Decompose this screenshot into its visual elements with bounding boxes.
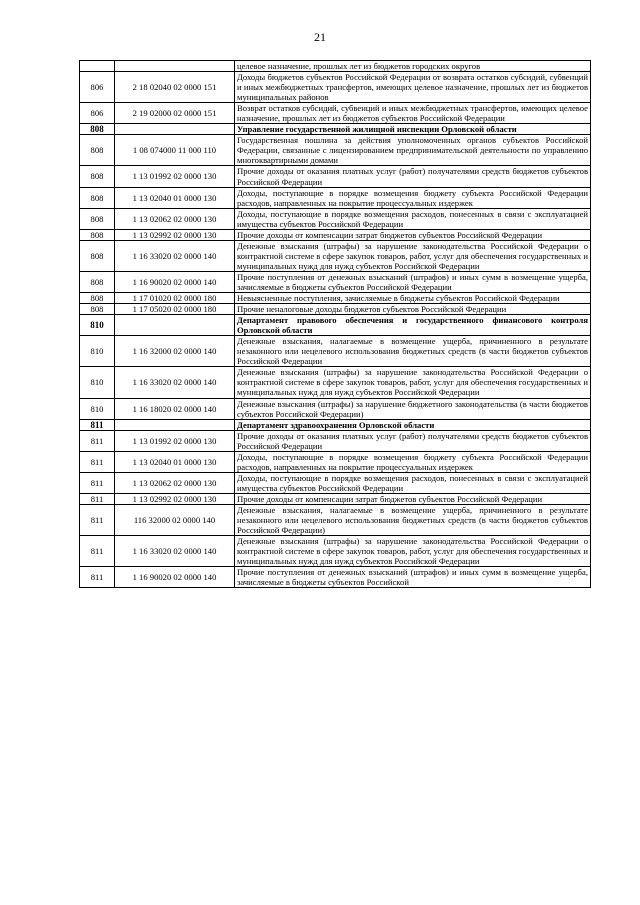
revenue-name-cell: Прочие доходы от компенсации затрат бюджетов субъектов Российской Федерации xyxy=(235,493,591,504)
admin-code-cell: 810 xyxy=(80,336,115,367)
revenue-classification-table xyxy=(79,60,591,588)
revenue-code-cell xyxy=(115,61,235,72)
revenue-code-cell: 1 16 90020 02 0000 140 xyxy=(115,271,235,292)
admin-code-cell: 806 xyxy=(80,72,115,103)
revenue-code-cell: 1 13 01992 02 0000 130 xyxy=(115,430,235,451)
page-number: 21 xyxy=(314,30,326,44)
revenue-name-cell: Денежные взыскания (штрафы) за нарушение законодательства Российской Федерации о контрактной системе в сфере закупок товаров, работ, услуг для обеспечения государственных и муниципальных нужд для нужд субъектов Российской Федерации xyxy=(235,240,591,271)
admin-code-cell: 808 xyxy=(80,229,115,240)
revenue-name-cell: Доходы, поступающие в порядке возмещения бюджету субъекта Российской Федерации расходов, направленных на покрытие процессуальных издержек xyxy=(235,187,591,208)
revenue-code-cell: 2 18 02040 02 0000 151 xyxy=(115,72,235,103)
revenue-code-cell: 1 13 02992 02 0000 130 xyxy=(115,229,235,240)
table-row xyxy=(80,536,591,567)
admin-code-cell: 811 xyxy=(80,567,115,588)
admin-code-cell: 808 xyxy=(80,166,115,187)
revenue-name-cell: Денежные взыскания (штрафы) за нарушение бюджетного законодательства (в части бюджетов субъектов Российской Федерации) xyxy=(235,398,591,419)
revenue-name-cell: целевое назначение, прошлых лет из бюджетов городских округов xyxy=(235,61,591,72)
revenue-name-cell: Прочие доходы от компенсации затрат бюджетов субъектов Российской Федерации xyxy=(235,229,591,240)
revenue-code-cell: 1 17 01020 02 0000 180 xyxy=(115,293,235,304)
admin-code-cell: 808 xyxy=(80,208,115,229)
revenue-code-cell xyxy=(115,124,235,135)
revenue-code-cell: 1 16 90020 02 0000 140 xyxy=(115,567,235,588)
admin-code-cell: 810 xyxy=(80,398,115,419)
table-row xyxy=(80,166,591,187)
admin-code-cell: 811 xyxy=(80,493,115,504)
revenue-code-cell: 1 17 05020 02 0000 180 xyxy=(115,304,235,315)
revenue-code-cell: 1 13 02040 01 0000 130 xyxy=(115,451,235,472)
table-row xyxy=(80,208,591,229)
revenue-name-cell: Денежные взыскания, налагаемые в возмещение ущерба, причиненного в результате незаконного или нецелевого использования бюджетных средств (в части бюджетов субъектов Российской Федерации) xyxy=(235,504,591,535)
table-row xyxy=(80,472,591,493)
table-row xyxy=(80,567,591,588)
table-row xyxy=(80,103,591,124)
section-header-row xyxy=(80,315,591,336)
revenue-code-cell: 1 16 18020 02 0000 140 xyxy=(115,398,235,419)
table-row xyxy=(80,398,591,419)
table-row xyxy=(80,336,591,367)
table-row xyxy=(80,187,591,208)
revenue-code-cell: 1 08 074000 11 000 110 xyxy=(115,135,235,166)
admin-code-cell: 810 xyxy=(80,315,115,336)
revenue-code-cell: 1 16 33020 02 0000 140 xyxy=(115,367,235,398)
revenue-name-cell xyxy=(235,567,591,588)
revenue-name-cell: Департамент здравоохранения Орловской области xyxy=(235,419,591,430)
revenue-code-cell: 1 16 32000 02 0000 140 xyxy=(115,336,235,367)
table-row xyxy=(80,61,591,72)
table-row xyxy=(80,304,591,315)
revenue-name-cell: Прочие доходы от оказания платных услуг (работ) получателями средств бюджетов субъектов Российской Федерации xyxy=(235,166,591,187)
revenue-name-cell: Денежные взыскания (штрафы) за нарушение законодательства Российской Федерации о контрактной системе в сфере закупок товаров, работ, услуг для обеспечения государственных и муниципальных нужд для нужд субъектов Российской Федерации xyxy=(235,367,591,398)
revenue-name-cell: Доходы бюджетов субъектов Российской Федерации от возврата остатков субсидий, субвенций и иных межбюджетных трансфертов, имеющих целевое назначение, прошлых лет из бюджетов муниципальных районов xyxy=(235,72,591,103)
revenue-name-cell: Возврат остатков субсидий, субвенций и иных межбюджетных трансфертов, имеющих целевое назначение, прошлых лет из бюджетов субъектов Российской Федерации xyxy=(235,103,591,124)
section-header-row xyxy=(80,419,591,430)
revenue-code-cell: 1 13 02992 02 0000 130 xyxy=(115,493,235,504)
revenue-name-cell: Доходы, поступающие в порядке возмещения расходов, понесенных в связи с эксплуатацией имущества субъектов Российской Федерации xyxy=(235,208,591,229)
admin-code-cell: 811 xyxy=(80,451,115,472)
revenue-name-cell: Денежные взыскания (штрафы) за нарушение законодательства Российской Федерации о контрактной системе в сфере закупок товаров, работ, услуг для обеспечения государственных и муниципальных нужд для нужд субъектов Российской Федерации xyxy=(235,536,591,567)
revenue-name-text: Прочие поступления от денежных взысканий (штрафов) и иных сумм в возмещение ущерба, зачисляемые в бюджеты субъектов Российской xyxy=(237,567,588,588)
revenue-code-cell xyxy=(115,315,235,336)
revenue-name-cell: Прочие поступления от денежных взысканий (штрафов) и иных сумм в возмещение ущерба, зачисляемые в бюджеты субъектов Российской Федерации xyxy=(235,271,591,292)
section-header-row xyxy=(80,124,591,135)
table-row xyxy=(80,451,591,472)
admin-code-cell: 811 xyxy=(80,419,115,430)
admin-code-cell: 811 xyxy=(80,536,115,567)
table-row xyxy=(80,72,591,103)
revenue-name-cell: Доходы, поступающие в порядке возмещения расходов, понесенных в связи с эксплуатацией имущества субъектов Российской Федерации xyxy=(235,472,591,493)
admin-code-cell: 806 xyxy=(80,103,115,124)
table-row xyxy=(80,493,591,504)
revenue-name-cell: Денежные взыскания, налагаемые в возмещение ущерба, причиненного в результате незаконного или нецелевого использования бюджетных средств (в части бюджетов субъектов Российской Федерации xyxy=(235,336,591,367)
revenue-code-cell: 116 32000 02 0000 140 xyxy=(115,504,235,535)
table-row xyxy=(80,135,591,166)
revenue-name-cell: Прочие неналоговые доходы бюджетов субъектов Российской Федерации xyxy=(235,304,591,315)
revenue-name-cell: Департамент правового обеспечения и государственного финансового контроля Орловской области xyxy=(235,315,591,336)
admin-code-cell: 808 xyxy=(80,124,115,135)
admin-code-cell: 808 xyxy=(80,240,115,271)
revenue-code-cell: 1 13 02040 01 0000 130 xyxy=(115,187,235,208)
revenue-code-cell: 1 16 33020 02 0000 140 xyxy=(115,240,235,271)
revenue-code-cell xyxy=(115,419,235,430)
table-row xyxy=(80,430,591,451)
revenue-name-cell: Государственная пошлина за действия уполномоченных органов субъектов Российской Федерации, связанные с лицензированием предпринимательской деятельности по управлению многоквартирными домами xyxy=(235,135,591,166)
table-row xyxy=(80,504,591,535)
table-body xyxy=(80,61,591,588)
admin-code-cell: 808 xyxy=(80,271,115,292)
admin-code-cell: 808 xyxy=(80,293,115,304)
revenue-code-cell: 1 13 02062 02 0000 130 xyxy=(115,472,235,493)
revenue-name-cell: Невыясненные поступления, зачисляемые в бюджеты субъектов Российской Федерации xyxy=(235,293,591,304)
admin-code-cell xyxy=(80,61,115,72)
revenue-code-cell: 1 13 02062 02 0000 130 xyxy=(115,208,235,229)
admin-code-cell: 811 xyxy=(80,430,115,451)
admin-code-cell: 808 xyxy=(80,304,115,315)
revenue-name-cell: Управление государственной жилищной инспекции Орловской области xyxy=(235,124,591,135)
revenue-name-cell: Доходы, поступающие в порядке возмещения бюджету субъекта Российской Федерации расходов, направленных на покрытие процессуальных издержек xyxy=(235,451,591,472)
table-row xyxy=(80,293,591,304)
admin-code-cell: 810 xyxy=(80,367,115,398)
admin-code-cell: 811 xyxy=(80,504,115,535)
revenue-code-cell: 1 13 01992 02 0000 130 xyxy=(115,166,235,187)
table-row xyxy=(80,271,591,292)
table-row xyxy=(80,367,591,398)
admin-code-cell: 808 xyxy=(80,187,115,208)
admin-code-cell: 811 xyxy=(80,472,115,493)
revenue-name-cell: Прочие доходы от оказания платных услуг (работ) получателями средств бюджетов субъектов Российской Федерации xyxy=(235,430,591,451)
admin-code-cell: 808 xyxy=(80,135,115,166)
table-row xyxy=(80,240,591,271)
table-row xyxy=(80,229,591,240)
revenue-code-cell: 1 16 33020 02 0000 140 xyxy=(115,536,235,567)
revenue-code-cell: 2 19 02000 02 0000 151 xyxy=(115,103,235,124)
